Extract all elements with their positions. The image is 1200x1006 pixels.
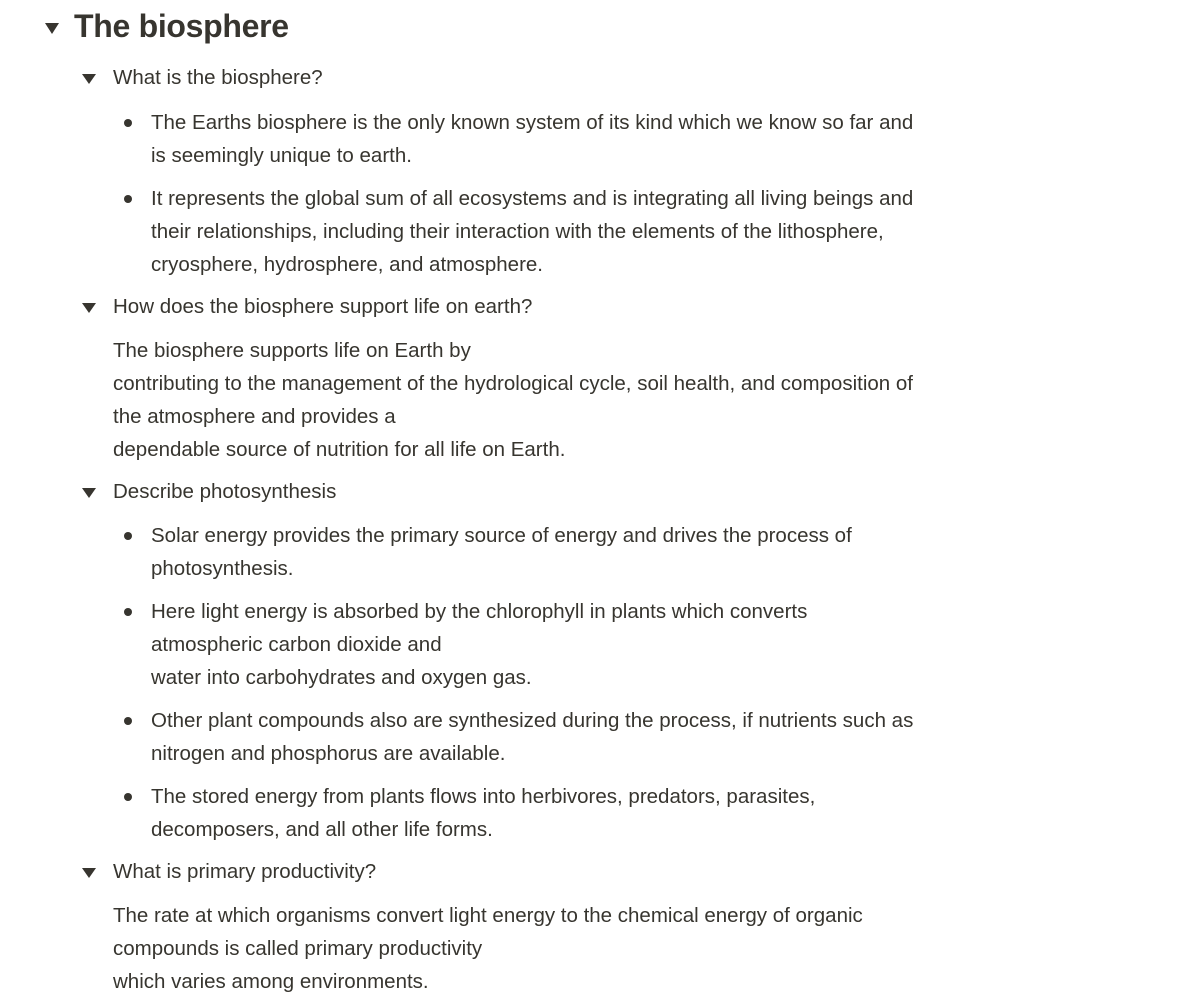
- title-toggle-triangle-down-icon[interactable]: [40, 15, 64, 39]
- bullet-dot-icon: [124, 532, 132, 540]
- toggle-label[interactable]: What is primary productivity?: [113, 860, 377, 883]
- bullet-dot-icon: [124, 608, 132, 616]
- list-item: [116, 595, 1031, 694]
- toggle-label[interactable]: How does the biosphere support life on earth?: [113, 295, 533, 318]
- toggle-primary-productivity: [78, 857, 1038, 993]
- bullet-list: [116, 519, 1031, 846]
- bullet-text[interactable]: The Earths biosphere is the only known system of its kind which we know so far and is seemingly unique to earth.: [151, 111, 914, 167]
- bullet-dot-icon: [124, 793, 132, 801]
- bullet-dot-icon: [124, 195, 132, 203]
- list-item: [116, 519, 1031, 585]
- answer-paragraph[interactable]: The biosphere supports life on Earth by contributing to the management of the hydrological cycle, soil health, and composition of the atmosphere and provides a dependable source of nutrition for all life on Earth.: [113, 339, 913, 461]
- bullet-text[interactable]: Here light energy is absorbed by the chlorophyll in plants which converts atmospheric carbon dioxide and water into carbohydrates and oxygen gas.: [151, 600, 808, 689]
- answer-paragraph[interactable]: The rate at which organisms convert light energy to the chemical energy of organic compounds is called primary productivity which varies among environments.: [113, 904, 863, 993]
- bullet-list: [116, 106, 1031, 281]
- triangle-down-icon[interactable]: [78, 68, 98, 88]
- toggle-header: [78, 857, 1038, 887]
- page-title: The biosphere: [74, 8, 289, 44]
- bullet-text[interactable]: The stored energy from plants flows into herbivores, predators, parasites, decomposers, and all other life forms.: [151, 785, 816, 841]
- list-item: [116, 182, 1031, 281]
- triangle-down-icon[interactable]: [78, 482, 98, 502]
- list-item: [116, 780, 1031, 846]
- bullet-dot-icon: [124, 119, 132, 127]
- triangle-down-icon[interactable]: [78, 297, 98, 317]
- list-item: [116, 704, 1031, 770]
- bullet-text[interactable]: Other plant compounds also are synthesized during the process, if nutrients such as nitrogen and phosphorus are available.: [151, 709, 914, 765]
- title-toggle: [40, 8, 289, 45]
- toggle-what-is-biosphere: [78, 63, 1038, 93]
- bullet-dot-icon: [124, 717, 132, 725]
- toggle-header: [78, 292, 1038, 322]
- toggle-describe-photosynthesis: [78, 477, 1038, 507]
- toggle-label[interactable]: Describe photosynthesis: [113, 480, 337, 503]
- bullet-text[interactable]: It represents the global sum of all ecosystems and is integrating all living beings and their relationships, including their interaction with the elements of the lithosphere, cryosphere, hydrosphere, and atmosphere.: [151, 187, 914, 276]
- triangle-down-icon[interactable]: [78, 862, 98, 882]
- toggle-header: [78, 477, 1038, 507]
- list-item: [116, 106, 1031, 172]
- toggle-biosphere-support-life: [78, 292, 1038, 461]
- bullet-text[interactable]: Solar energy provides the primary source of energy and drives the process of photosynthesis.: [151, 524, 852, 580]
- toggle-header: [78, 63, 1038, 93]
- toggle-label[interactable]: What is the biosphere?: [113, 66, 323, 89]
